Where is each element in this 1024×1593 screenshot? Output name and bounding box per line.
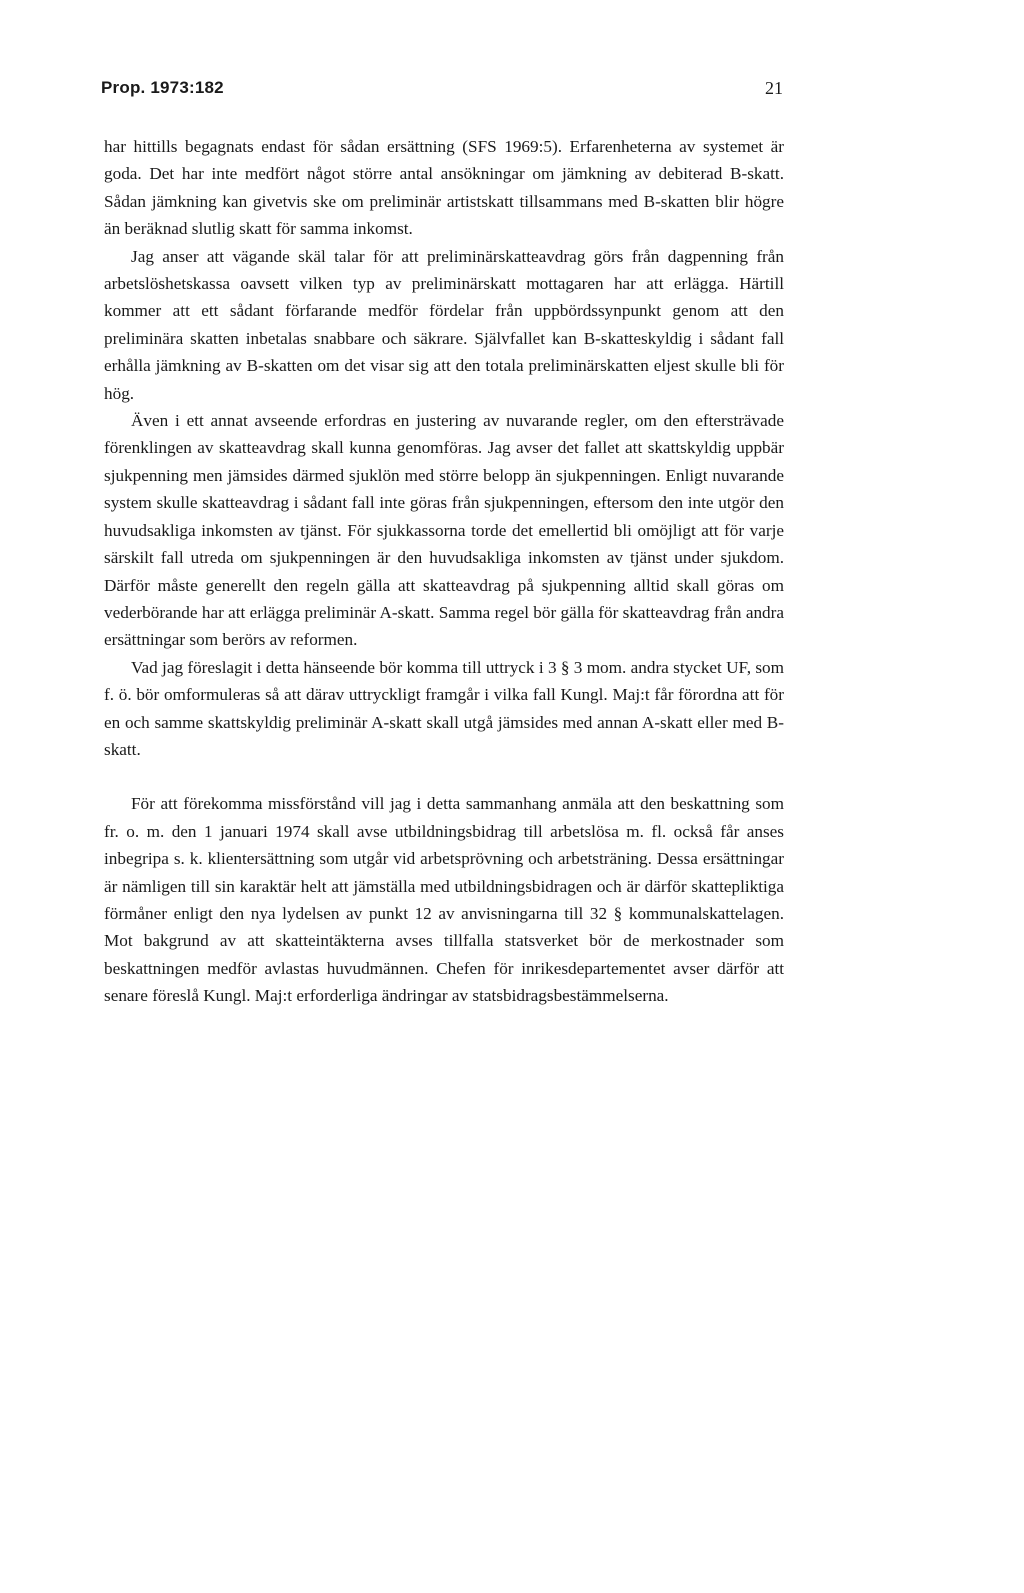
running-head: Prop. 1973:182 bbox=[101, 78, 224, 97]
paragraph-3: Även i ett annat avseende erfordras en justering av nuvarande regler, om den eftersträvade förenklingen av skatteavdrag skall kunna genomföras. Jag avser det fallet att skattskyldig uppbär sjukpenning men jämsides därmed sjuklön med större belopp än sjukpenningen. Enligt nuvarande system skulle skatteavdrag i sådant fall inte göras från sjukpenningen, eftersom den inte utgör den huvudsakliga inkomsten av tjänst. För sjukkassorna torde det emellertid bli omöjligt att för varje särskilt fall utreda om sjukpenningen är den huvudsakliga inkomsten av tjänst under sjukdom. Därför måste generellt den regeln gälla att skatteavdrag på sjukpenning alltid skall göras om vederbörande har att erlägga preliminär A-skatt. Samma regel bör gälla för skatteavdrag från andra ersättningar som berörs av reformen. bbox=[104, 411, 784, 650]
paragraph-2: Jag anser att vägande skäl talar för att preliminärskatteavdrag görs från dagpenning från arbetslöshetskassa oavsett vilken typ av preliminärskatt mottagaren har att erlägga. Härtill kommer att ett sådant förfarande medför fördelar från uppbördssynpunkt genom att den preliminära skatten inbetalas snabbare och säkrare. Självfallet kan B-skatteskyldig i sådant fall erhålla jämkning av B-skatten om det visar sig att den totala preliminärskatten eljest skulle bli för hög. bbox=[104, 246, 784, 403]
page-header bbox=[101, 78, 783, 104]
body-text bbox=[104, 133, 784, 1010]
page-number: 21 bbox=[765, 78, 783, 98]
paragraph-1: har hittills begagnats endast för sådan ersättning (SFS 1969:5). Erfarenheterna av systemet är goda. Det har inte medfört något större antal ansökningar om jämkning av debiterad B-skatt. Sådan jämkning kan givetvis ske om preliminär artistskatt tillsammans med B-skatten blir högre än beräknad slutlig skatt för samma inkomst. bbox=[104, 137, 784, 239]
paragraph-5: För att förekomma missförstånd vill jag i detta sammanhang anmäla att den beskattning som fr. o. m. den 1 januari 1974 skall avse utbildningsbidrag till arbetslösa m. fl. också får anses inbegripa s. k. klientersättning som utgår vid arbetsprövning och arbetsträning. Dessa ersättningar är nämligen till sin karaktär helt att jämställa med utbildningsbidragen och är därför skattepliktiga förmåner enligt den nya lydelsen av punkt 12 av anvisningarna till 32 § kommunalskattelagen. Mot bakgrund av att skatteintäkterna avses tillfalla statsverket bör de merkostnader som beskattningen medför avlastas huvudmännen. Chefen för inrikesdepartementet avser därför att senare föreslå Kungl. Maj:t erforderliga ändringar av statsbidragsbestämmelserna. bbox=[104, 794, 784, 1006]
paragraph-4: Vad jag föreslagit i detta hänseende bör komma till uttryck i 3 § 3 mom. andra stycket UF, som f. ö. bör omformuleras så att därav uttryckligt framgår i vilka fall Kungl. Maj:t får förordna att för en och samme skattskyldig preliminär A-skatt skall utgå jämsides med annan A-skatt eller med B-skatt. bbox=[104, 657, 784, 759]
